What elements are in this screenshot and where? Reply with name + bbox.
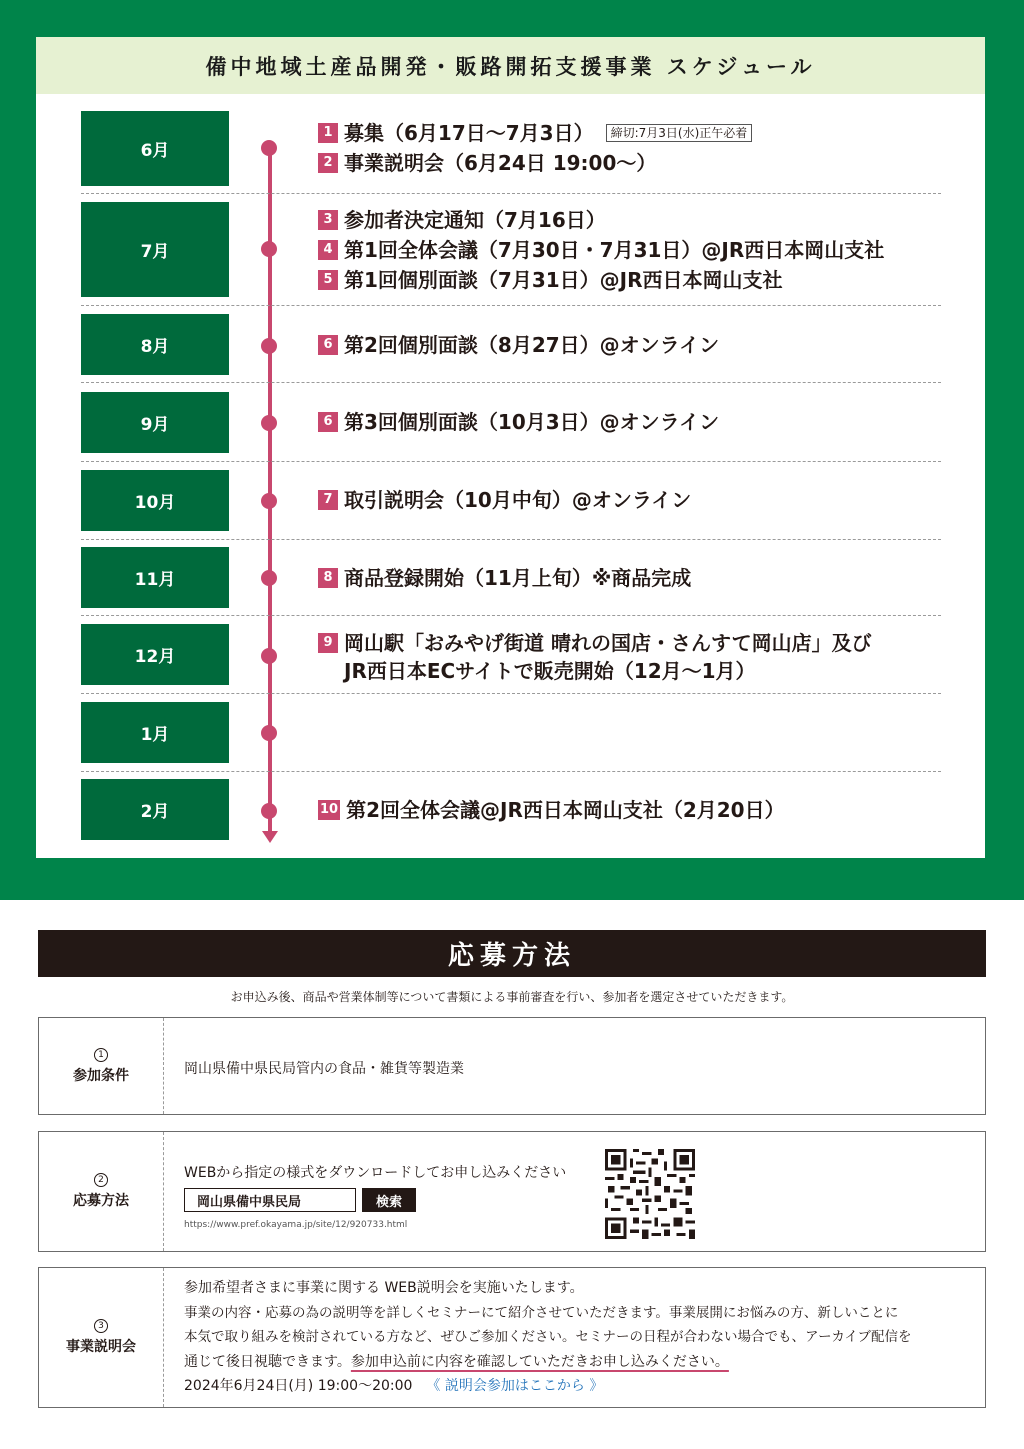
method-box <box>38 1131 986 1252</box>
schedule-item <box>318 486 691 514</box>
schedule-item <box>318 206 606 234</box>
month-label-dec: 12月 <box>81 624 229 685</box>
item-text-continued: JR西日本ECサイトで販売開始（12月〜1月） <box>344 659 756 683</box>
schedule-item <box>318 331 719 359</box>
application-header: 応募方法 <box>38 930 986 977</box>
search-button[interactable]: 検索 <box>362 1188 416 1212</box>
schedule-title: 備中地域土産品開発・販路開拓支援事業 スケジュール <box>36 37 985 94</box>
month-label-jan: 1月 <box>81 702 229 763</box>
item-text: 第3回個別面談（10月3日）@オンライン <box>344 410 720 434</box>
timeline-arrow-icon <box>262 831 278 843</box>
month-label-feb: 2月 <box>81 779 229 840</box>
item-text: 第1回個別面談（7月31日）@JR西日本岡山支社 <box>344 268 783 292</box>
item-text: 第2回個別面談（8月27日）@オンライン <box>344 333 720 357</box>
item-text: 参加者決定通知（7月16日） <box>344 208 606 232</box>
item-text: 第2回全体会議@JR西日本岡山支社（2月20日） <box>346 798 785 822</box>
method-label-text: 応募方法 <box>73 1193 129 1209</box>
row-divider <box>81 193 941 194</box>
briefing-line <box>184 1350 974 1375</box>
schedule-item <box>318 266 783 294</box>
qr-code-icon[interactable] <box>605 1149 695 1239</box>
url-link[interactable]: https://www.pref.okayama.jp/site/12/920733.html <box>184 1220 408 1230</box>
briefing-label <box>39 1268 164 1407</box>
month-label-oct: 10月 <box>81 470 229 531</box>
item-number: 5 <box>318 270 338 290</box>
condition-label <box>39 1018 164 1114</box>
method-label <box>39 1132 164 1251</box>
schedule-item <box>318 119 752 147</box>
timeline-dot <box>261 338 277 354</box>
schedule-item <box>318 564 691 592</box>
briefing-line: 本気で取り組みを検討されている方など、ぜひご参加ください。セミナーの日程が合わない場合でも、アーカイブ配信を <box>184 1329 912 1345</box>
item-number: 7 <box>318 490 338 510</box>
condition-text: 岡山県備中県民局管内の食品・雑貨等製造業 <box>184 1061 464 1077</box>
timeline-dot <box>261 415 277 431</box>
row-divider <box>81 693 941 694</box>
row-divider <box>81 771 941 772</box>
timeline-dot <box>261 140 277 156</box>
briefing-line-text: 通じて後日視聴できます。 <box>184 1353 351 1370</box>
schedule-item <box>318 149 656 177</box>
item-number: 2 <box>318 153 338 173</box>
schedule-card <box>36 37 985 858</box>
month-label-sep: 9月 <box>81 392 229 453</box>
briefing-date-line <box>184 1374 974 1399</box>
item-number: 1 <box>318 123 338 143</box>
month-label-nov: 11月 <box>81 547 229 608</box>
condition-label-text: 参加条件 <box>73 1067 129 1084</box>
briefing-line: 参加希望者さまに事業に関する WEB説明会を実施いたします。 <box>184 1280 584 1296</box>
briefing-link[interactable]: 《 説明会参加はここから 》 <box>426 1378 604 1394</box>
timeline-dot <box>261 648 277 664</box>
briefing-body <box>184 1276 974 1399</box>
schedule-item <box>318 236 884 264</box>
row-divider <box>81 539 941 540</box>
briefing-note-underlined: 参加申込前に内容を確認していただきお申し込みください。 <box>350 1353 729 1370</box>
timeline-dot <box>261 570 277 586</box>
item-number: 10 <box>318 800 340 820</box>
item-text: 事業説明会（6月24日 19:00〜） <box>344 151 657 175</box>
briefing-line: 事業の内容・応募の為の説明等を詳しくセミナーにて紹介させていただきます。事業展開にお悩みの方、新しいことに <box>184 1304 899 1321</box>
item-number: 4 <box>318 240 338 260</box>
briefing-label-text: 事業説明会 <box>66 1339 136 1355</box>
month-label-jul: 7月 <box>81 202 229 297</box>
month-label-jun: 6月 <box>81 111 229 186</box>
item-text: 岡山駅「おみやげ街道 晴れの国店・さんすて岡山店」及び <box>344 631 872 655</box>
briefing-box <box>38 1267 986 1408</box>
row-divider <box>81 382 941 383</box>
timeline-dot <box>261 493 277 509</box>
timeline-dot <box>261 241 277 257</box>
circled-number: 2 <box>94 1173 108 1187</box>
timeline-dot <box>261 803 277 819</box>
item-number: 8 <box>318 568 338 588</box>
item-text: 商品登録開始（11月上旬）※商品完成 <box>344 566 692 590</box>
method-text: WEBから指定の様式をダウンロードしてお申し込みください <box>184 1165 567 1181</box>
schedule-item <box>318 629 872 657</box>
item-number: 6 <box>318 412 338 432</box>
search-input[interactable]: 岡山県備中県民局 <box>184 1188 356 1212</box>
row-divider <box>81 615 941 616</box>
item-number: 9 <box>318 633 338 653</box>
schedule-item <box>318 796 785 824</box>
item-text: 取引説明会（10月中旬）@オンライン <box>344 488 692 512</box>
item-number: 6 <box>318 335 338 355</box>
circled-number: 3 <box>94 1319 108 1333</box>
application-lead: お申込み後、商品や営業体制等について書類による事前審査を行い、参加者を選定させていただきます。 <box>230 990 794 1004</box>
condition-box <box>38 1017 986 1115</box>
row-divider <box>81 305 941 306</box>
circled-number: 1 <box>94 1048 108 1062</box>
item-number: 3 <box>318 210 338 230</box>
item-text: 第1回全体会議（7月30日・7月31日）@JR西日本岡山支社 <box>344 238 885 262</box>
deadline-note: 締切:7月3日(水)正午必着 <box>606 124 753 142</box>
briefing-date: 2024年6月24日(月) 19:00〜20:00 <box>184 1378 413 1394</box>
month-label-aug: 8月 <box>81 314 229 375</box>
schedule-item <box>318 408 719 436</box>
row-divider <box>81 461 941 462</box>
timeline-dot <box>261 725 277 741</box>
item-text: 募集（6月17日〜7月3日） <box>344 121 594 145</box>
